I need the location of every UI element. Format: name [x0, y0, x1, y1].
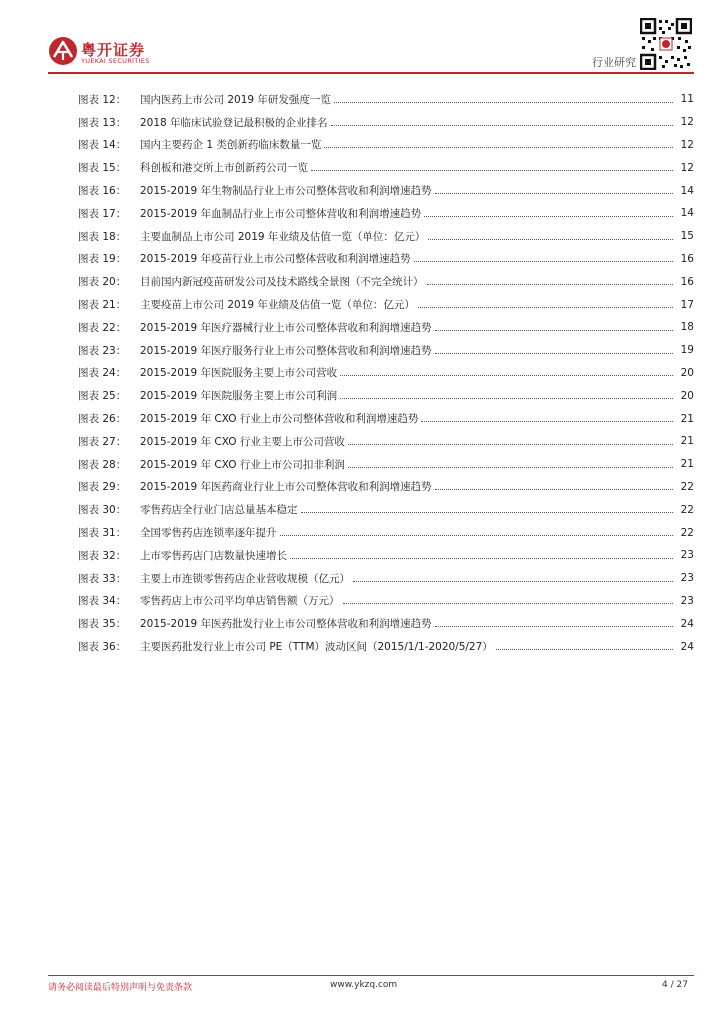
toc-page-number: 22: [680, 503, 694, 516]
toc-title-wrap: [140, 434, 676, 449]
toc-leader-dots: [435, 353, 673, 354]
toc-title: 2015-2019 年医疗器械行业上市公司整体营收和利润增速趋势: [140, 321, 432, 334]
toc-entry[interactable]: [78, 339, 694, 362]
toc-leader-dots: [435, 330, 673, 331]
section-label: 行业研究: [592, 56, 636, 69]
toc-leader-dots: [418, 307, 673, 308]
toc-entry[interactable]: [78, 384, 694, 407]
header-divider: [48, 72, 694, 74]
toc-figure-label: 图表 35：: [78, 618, 127, 631]
toc-leader-dots: [428, 239, 673, 240]
toc-entry[interactable]: [78, 248, 694, 271]
toc-title: 主要医药批发行业上市公司 PE（TTM）波动区间（2015/1/1-2020/5/27）: [140, 641, 493, 654]
toc-entry[interactable]: [78, 111, 694, 134]
toc-entry[interactable]: [78, 179, 694, 202]
toc-entry[interactable]: [78, 521, 694, 544]
toc-figure-label: 图表 14：: [78, 139, 127, 152]
toc-title: 科创板和港交所上市创新药公司一览: [140, 162, 308, 175]
toc-title-wrap: [140, 297, 676, 312]
toc-figure-label: 图表 28：: [78, 458, 127, 471]
toc-page-number: 16: [680, 252, 694, 265]
toc-title: 上市零售药店门店数量快速增长: [140, 549, 287, 562]
toc-figure-label: 图表 26：: [78, 413, 127, 426]
toc-page-number: 20: [680, 366, 694, 379]
toc-title-wrap: [140, 388, 676, 403]
toc-page-number: 16: [680, 275, 694, 288]
toc-title: 2015-2019 年医药批发行业上市公司整体营收和利润增速趋势: [140, 618, 432, 631]
toc-title: 2015-2019 年医院服务主要上市公司营收: [140, 367, 338, 380]
toc-title: 2015-2019 年血制品行业上市公司整体营收和利润增速趋势: [140, 207, 422, 220]
toc-figure-label: 图表 24：: [78, 367, 127, 380]
toc-figure-label: 图表 31：: [78, 527, 127, 540]
toc-title: 2015-2019 年疫苗行业上市公司整体营收和利润增速趋势: [140, 253, 411, 266]
page-header: [0, 0, 724, 80]
toc-title-wrap: [140, 274, 676, 289]
toc-figure-label: 图表 15：: [78, 162, 127, 175]
toc-figure-label: 图表 13：: [78, 116, 127, 129]
toc-title: 国内主要药企 1 类创新药临床数量一览: [140, 139, 322, 152]
toc-title-wrap: [140, 251, 676, 266]
toc-entry[interactable]: [78, 544, 694, 567]
toc-title-wrap: [140, 639, 676, 654]
toc-page-number: 24: [680, 640, 694, 653]
toc-title: 主要疫苗上市公司 2019 年业绩及估值一览（单位：亿元）: [140, 299, 415, 312]
toc-page-number: 21: [680, 458, 694, 471]
toc-leader-dots: [324, 147, 673, 148]
toc-leader-dots: [340, 398, 673, 399]
toc-leader-dots: [353, 581, 673, 582]
toc-figure-label: 图表 33：: [78, 572, 127, 585]
toc-page-number: 21: [680, 435, 694, 448]
toc-entry[interactable]: [78, 476, 694, 499]
toc-leader-dots: [414, 261, 673, 262]
company-name-cn: 粤开证券: [81, 41, 146, 59]
toc-page-number: 12: [680, 138, 694, 151]
toc-entry[interactable]: [78, 362, 694, 385]
toc-title: 零售药店全行业门店总量基本稳定: [140, 504, 298, 517]
toc-leader-dots: [343, 603, 674, 604]
toc-entry[interactable]: [78, 316, 694, 339]
toc-title-wrap: [140, 92, 676, 107]
toc-title-wrap: [140, 411, 676, 426]
toc-title-wrap: [140, 160, 676, 175]
toc-title-wrap: [140, 616, 676, 631]
toc-title: 目前国内新冠疫苗研发公司及技术路线全景图（不完全统计）: [140, 276, 424, 289]
company-name-en: YUEKAI SECURITIES: [81, 57, 150, 65]
toc-leader-dots: [435, 626, 673, 627]
toc-entry[interactable]: [78, 430, 694, 453]
toc-figure-label: 图表 21：: [78, 299, 127, 312]
toc-figure-label: 图表 16：: [78, 185, 127, 198]
page-number: 4 / 27: [662, 980, 688, 990]
toc-figure-label: 图表 34：: [78, 595, 127, 608]
toc-figure-label: 图表 23：: [78, 344, 127, 357]
toc-page-number: 22: [680, 480, 694, 493]
toc-entry[interactable]: [78, 567, 694, 590]
toc-figure-label: 图表 18：: [78, 230, 127, 243]
toc-title-wrap: [140, 593, 676, 608]
toc-entry[interactable]: [78, 202, 694, 225]
toc-title: 2015-2019 年医药商业行业上市公司整体营收和利润增速趋势: [140, 481, 432, 494]
toc-page-number: 23: [680, 549, 694, 562]
footer-website[interactable]: www.ykzq.com: [330, 980, 398, 990]
toc-title-wrap: [140, 206, 676, 221]
toc-page-number: 21: [680, 412, 694, 425]
toc-leader-dots: [311, 170, 673, 171]
toc-title: 零售药店上市公司平均单店销售额（万元）: [140, 595, 340, 608]
toc-leader-dots: [435, 193, 673, 194]
toc-title: 2015-2019 年 CXO 行业上市公司整体营收和利润增速趋势: [140, 413, 419, 426]
toc-title-wrap: [140, 548, 676, 563]
toc-title: 2015-2019 年 CXO 行业上市公司扣非利润: [140, 458, 345, 471]
qr-code-icon: [640, 18, 692, 70]
toc-leader-dots: [334, 102, 673, 103]
toc-leader-dots: [280, 535, 674, 536]
toc-figure-label: 图表 27：: [78, 435, 127, 448]
toc-figure-label: 图表 25：: [78, 390, 127, 403]
figure-index-list: [78, 88, 694, 658]
toc-page-number: 11: [680, 93, 694, 106]
toc-title: 国内医药上市公司 2019 年研发强度一览: [140, 93, 331, 106]
toc-leader-dots: [496, 649, 673, 650]
toc-title-wrap: [140, 343, 676, 358]
toc-figure-label: 图表 30：: [78, 504, 127, 517]
toc-entry[interactable]: [78, 635, 694, 658]
yuekai-logo-icon: [48, 36, 78, 66]
toc-title: 2015-2019 年医疗服务行业上市公司整体营收和利润增速趋势: [140, 344, 432, 357]
toc-title-wrap: [140, 183, 676, 198]
toc-figure-label: 图表 36：: [78, 641, 127, 654]
toc-figure-label: 图表 17：: [78, 207, 127, 220]
toc-title-wrap: [140, 320, 676, 335]
toc-page-number: 23: [680, 594, 694, 607]
toc-figure-label: 图表 22：: [78, 321, 127, 334]
toc-entry[interactable]: [78, 407, 694, 430]
toc-title: 2015-2019 年医院服务主要上市公司利润: [140, 390, 338, 403]
toc-title-wrap: [140, 525, 676, 540]
toc-page-number: 19: [680, 344, 694, 357]
toc-entry[interactable]: [78, 590, 694, 613]
toc-entry[interactable]: [78, 453, 694, 476]
toc-title: 主要血制品上市公司 2019 年业绩及估值一览（单位：亿元）: [140, 230, 426, 243]
toc-leader-dots: [348, 467, 673, 468]
toc-page-number: 14: [680, 207, 694, 220]
toc-entry[interactable]: [78, 225, 694, 248]
toc-leader-dots: [421, 421, 673, 422]
toc-title-wrap: [140, 502, 676, 517]
toc-page-number: 20: [680, 389, 694, 402]
toc-entry[interactable]: [78, 156, 694, 179]
footer-disclaimer: 请务必阅读最后特别声明与免责条款: [48, 983, 193, 993]
toc-leader-dots: [424, 216, 673, 217]
toc-figure-label: 图表 20：: [78, 276, 127, 289]
toc-figure-label: 图表 12：: [78, 93, 127, 106]
toc-title-wrap: [140, 137, 676, 152]
toc-leader-dots: [301, 512, 674, 513]
toc-entry[interactable]: [78, 293, 694, 316]
toc-title: 2018 年临床试验登记最积极的企业排名: [140, 116, 328, 129]
toc-title: 全国零售药店连锁率逐年提升: [140, 527, 277, 540]
toc-leader-dots: [427, 284, 674, 285]
toc-leader-dots: [435, 489, 673, 490]
toc-figure-label: 图表 19：: [78, 253, 127, 266]
company-logo: [48, 36, 158, 70]
toc-leader-dots: [331, 125, 673, 126]
toc-page-number: 22: [680, 526, 694, 539]
toc-title-wrap: [140, 571, 676, 586]
toc-page-number: 23: [680, 572, 694, 585]
toc-page-number: 15: [680, 230, 694, 243]
toc-title: 2015-2019 年 CXO 行业主要上市公司营收: [140, 435, 345, 448]
toc-page-number: 18: [680, 321, 694, 334]
toc-page-number: 12: [680, 116, 694, 129]
toc-entry[interactable]: [78, 498, 694, 521]
toc-title: 主要上市连锁零售药店企业营收规模（亿元）: [140, 572, 350, 585]
toc-page-number: 24: [680, 617, 694, 630]
toc-leader-dots: [340, 375, 673, 376]
toc-title: 2015-2019 年生物制品行业上市公司整体营收和利润增速趋势: [140, 185, 432, 198]
toc-entry[interactable]: [78, 270, 694, 293]
toc-title-wrap: [140, 365, 676, 380]
toc-leader-dots: [348, 444, 673, 445]
toc-entry[interactable]: [78, 134, 694, 157]
toc-page-number: 12: [680, 161, 694, 174]
footer-divider: [48, 975, 694, 976]
toc-figure-label: 图表 29：: [78, 481, 127, 494]
toc-title-wrap: [140, 115, 676, 130]
toc-entry[interactable]: [78, 88, 694, 111]
toc-figure-label: 图表 32：: [78, 549, 127, 562]
toc-entry[interactable]: [78, 612, 694, 635]
toc-page-number: 17: [680, 298, 694, 311]
toc-title-wrap: [140, 229, 676, 244]
toc-title-wrap: [140, 479, 676, 494]
toc-page-number: 14: [680, 184, 694, 197]
toc-leader-dots: [290, 558, 673, 559]
toc-title-wrap: [140, 457, 676, 472]
